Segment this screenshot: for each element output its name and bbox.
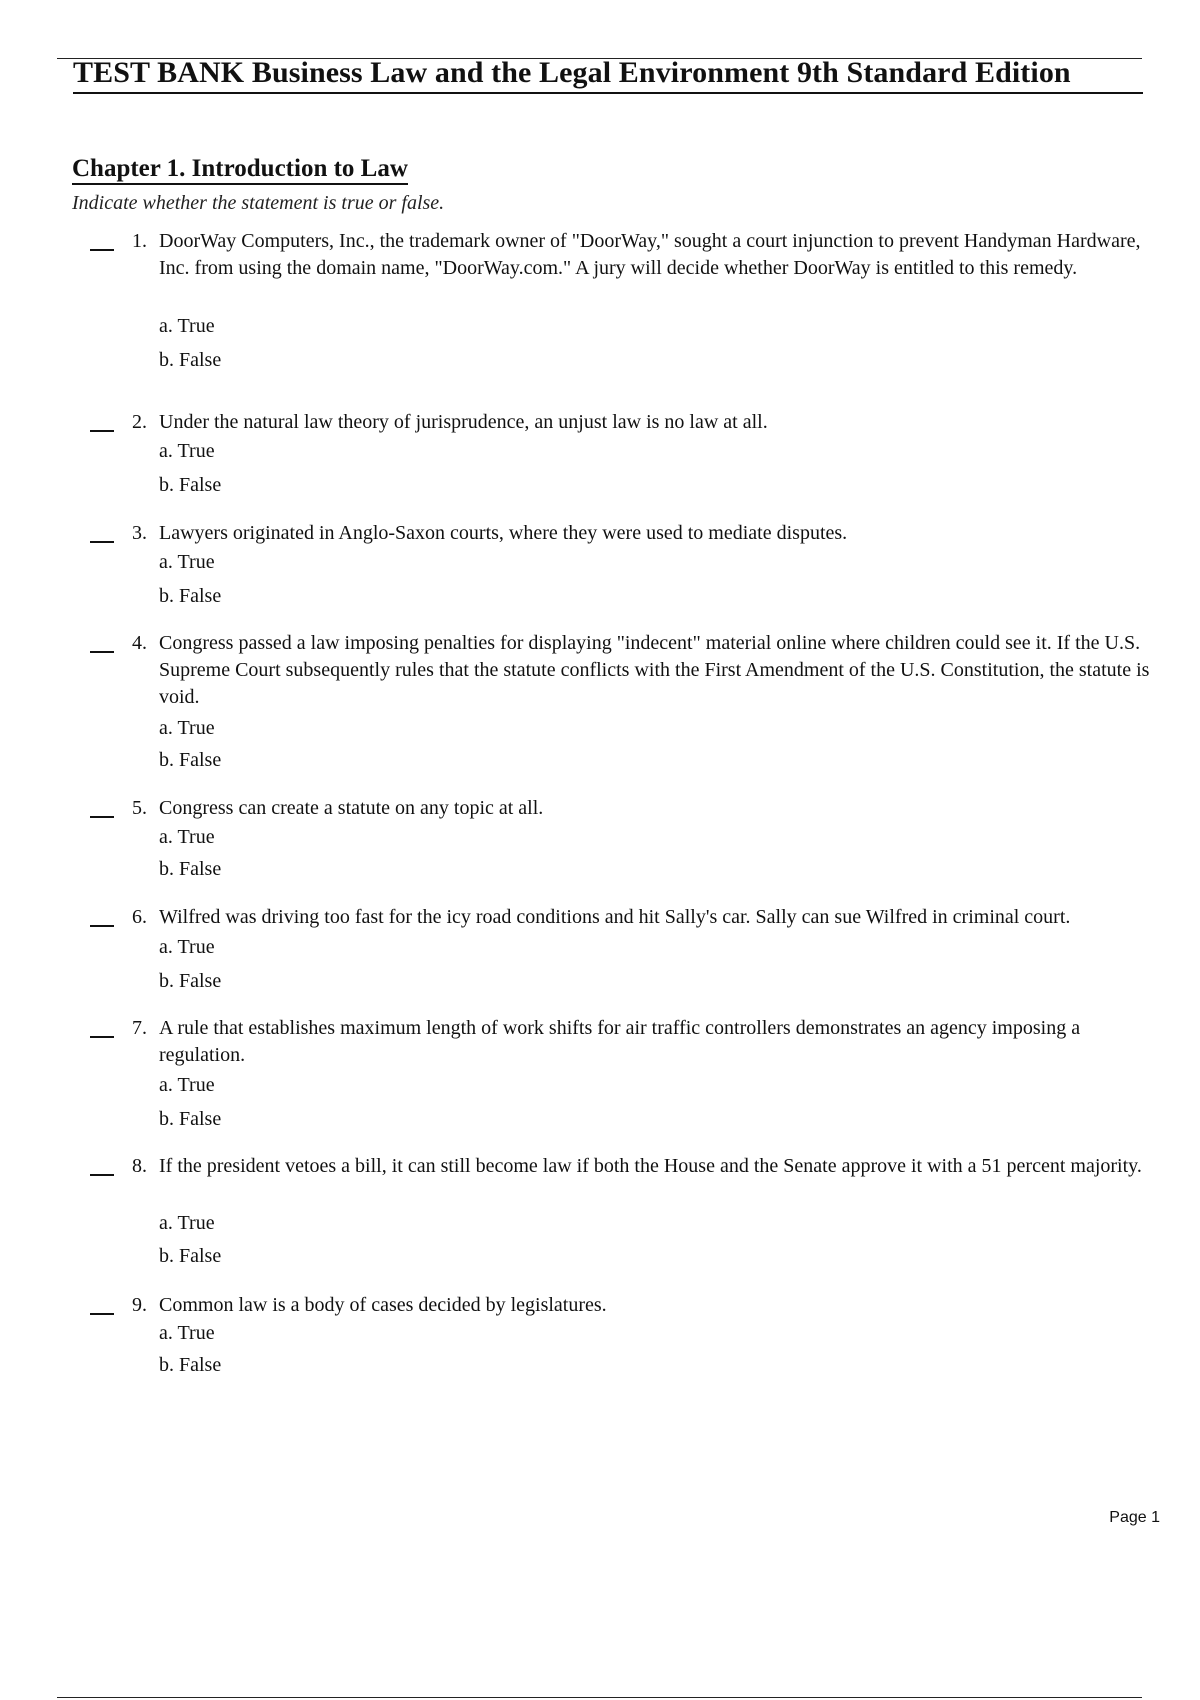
question-number: 9. — [132, 1294, 147, 1316]
question-text: Congress can create a statute on any topic at all. — [159, 797, 544, 819]
question-text: DoorWay Computers, Inc., the trademark owner of "DoorWay," sought a court injunction to prevent Handyman Hardware, Inc. from using the domain name, "DoorWay.com." A jury will decide whether DoorWay is entitled to this remedy. — [159, 230, 1141, 279]
question-text: Congress passed a law imposing penalties for displaying "indecent" material online where children could see it. If the U.S. Supreme Court subsequently rules that the statute conflicts with the First Amendment of the U.S. Constitution, the statute is void. — [159, 632, 1150, 708]
answer-blank — [90, 651, 114, 653]
option-false: b. False — [159, 1354, 222, 1376]
option-false: b. False — [159, 1108, 222, 1130]
section-instructions: Indicate whether the statement is true or false. — [72, 192, 445, 214]
question-text: If the president vetoes a bill, it can still become law if both the House and the Senate approve it with a 51 percent majority. — [159, 1155, 1142, 1177]
answer-blank — [90, 430, 114, 432]
bottom-divider — [57, 1697, 1142, 1698]
option-true: a. True — [159, 315, 215, 337]
answer-blank — [90, 249, 114, 251]
page-number: Page 1 — [1109, 1509, 1160, 1526]
option-true: a. True — [159, 717, 215, 739]
question-text: Common law is a body of cases decided by legislatures. — [159, 1294, 607, 1316]
option-false: b. False — [159, 474, 222, 496]
question-number: 3. — [132, 522, 147, 544]
question-text: Wilfred was driving too fast for the icy road conditions and hit Sally's car. Sally can sue Wilfred in criminal court. — [159, 906, 1071, 928]
option-true: a. True — [159, 551, 215, 573]
question-text: Lawyers originated in Anglo-Saxon courts, where they were used to mediate disputes. — [159, 522, 848, 544]
answer-blank — [90, 925, 114, 927]
question-text: Under the natural law theory of jurisprudence, an unjust law is no law at all. — [159, 411, 768, 433]
question-number: 5. — [132, 797, 147, 819]
option-false: b. False — [159, 970, 222, 992]
question-number: 1. — [132, 230, 147, 252]
option-false: b. False — [159, 585, 222, 607]
document-title: TEST BANK Business Law and the Legal Environment 9th Standard Edition — [73, 58, 1143, 94]
chapter-title: Chapter 1. Introduction to Law — [72, 156, 408, 185]
question-number: 7. — [132, 1017, 147, 1039]
option-false: b. False — [159, 349, 222, 371]
answer-blank — [90, 1036, 114, 1038]
option-true: a. True — [159, 440, 215, 462]
option-true: a. True — [159, 1212, 215, 1234]
question-number: 4. — [132, 632, 147, 654]
option-true: a. True — [159, 826, 215, 848]
option-false: b. False — [159, 1245, 222, 1267]
option-true: a. True — [159, 936, 215, 958]
option-false: b. False — [159, 858, 222, 880]
answer-blank — [90, 816, 114, 818]
answer-blank — [90, 1313, 114, 1315]
question-text: A rule that establishes maximum length of work shifts for air traffic controllers demonstrates an agency imposing a regulation. — [159, 1017, 1081, 1066]
option-true: a. True — [159, 1074, 215, 1096]
option-true: a. True — [159, 1322, 215, 1344]
question-number: 6. — [132, 906, 147, 928]
option-false: b. False — [159, 749, 222, 771]
question-number: 8. — [132, 1155, 147, 1177]
question-number: 2. — [132, 411, 147, 433]
answer-blank — [90, 541, 114, 543]
answer-blank — [90, 1174, 114, 1176]
